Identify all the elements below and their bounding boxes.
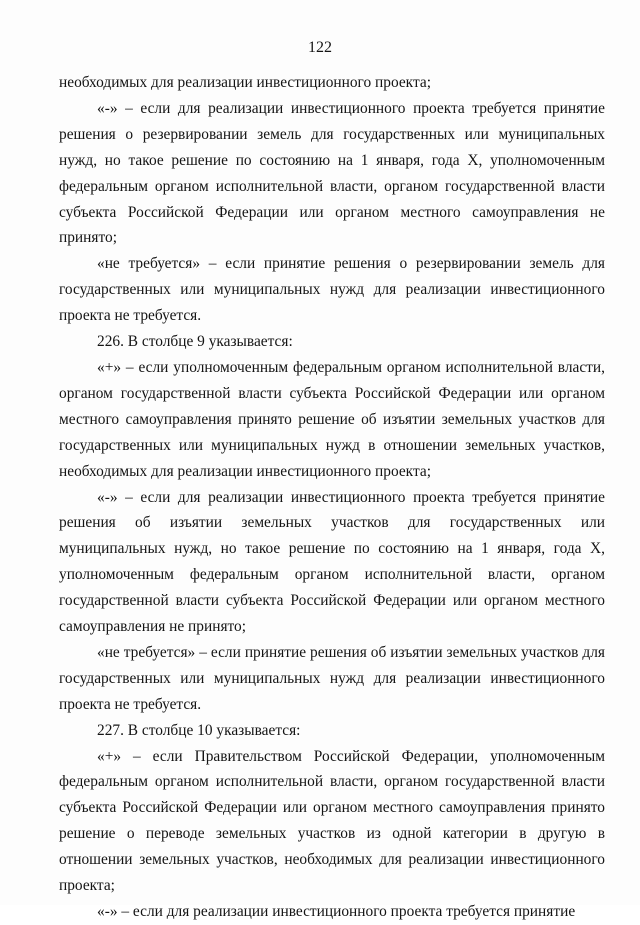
item-226-heading: 226. В столбце 9 указывается: bbox=[97, 333, 293, 351]
paragraph-plus-transfer: «+» – если Правительством Российской Федерации, уполномоченным федеральным органом исполнительной власти, органом государственной власти субъекта Российской Федерации или органом местного самоуправления принято решение о переводе земельных участков из одной категории в другую в отношении земельных участков, необходимых для реализации инвестиционного проекта; bbox=[59, 747, 605, 895]
paragraph-not-required-seizure: «не требуется» – если принятие решения об изъятии земельных участков для государственных или муниципальных нужд для реализации инвестиционного проекта не требуется. bbox=[59, 643, 605, 713]
paragraph-plus-seizure: «+» – если уполномоченным федеральным органом исполнительной власти, органом государственной власти субъекта Российской Федерации или органом местного самоуправления принято решение об изъятии земельных участков для государственных или муниципальных нужд в отношении земельных участков, необходимых для реализации инвестиционного проекта; bbox=[59, 358, 605, 480]
paragraph-minus-transfer: «-» – если для реализации инвестиционного проекта требуется принятие bbox=[97, 903, 576, 920]
page-number: 122 bbox=[308, 39, 332, 56]
paragraph-continuation: необходимых для реализации инвестиционного проекта; bbox=[59, 74, 431, 91]
paragraph-not-required-reservation: «не требуется» – если принятие решения о резервировании земель для государственных или муниципальных нужд для реализации инвестиционного проекта не требуется. bbox=[59, 255, 605, 325]
paragraph-minus-reservation: «-» – если для реализации инвестиционного проекта требуется принятие решения о резервировании земель для государственных или муниципальных нужд, но такое решение по состоянию на 1 января, года X, уполномоченным федеральным органом исполнительной власти, органом государственной власти субъекта Российской Федерации или органом местного самоуправления не принято; bbox=[59, 99, 605, 247]
document-body bbox=[59, 70, 605, 925]
item-227-heading: 227. В столбце 10 указывается: bbox=[97, 721, 301, 739]
paragraph-minus-seizure: «-» – если для реализации инвестиционного проекта требуется принятие решения об изъятии земельных участков для государственных или муниципальных нужд, но такое решение по состоянию на 1 января, года X, уполномоченным федеральным органом исполнительной власти, органом государственной власти субъекта Российской Федерации или органом местного самоуправления не принято; bbox=[59, 488, 605, 636]
